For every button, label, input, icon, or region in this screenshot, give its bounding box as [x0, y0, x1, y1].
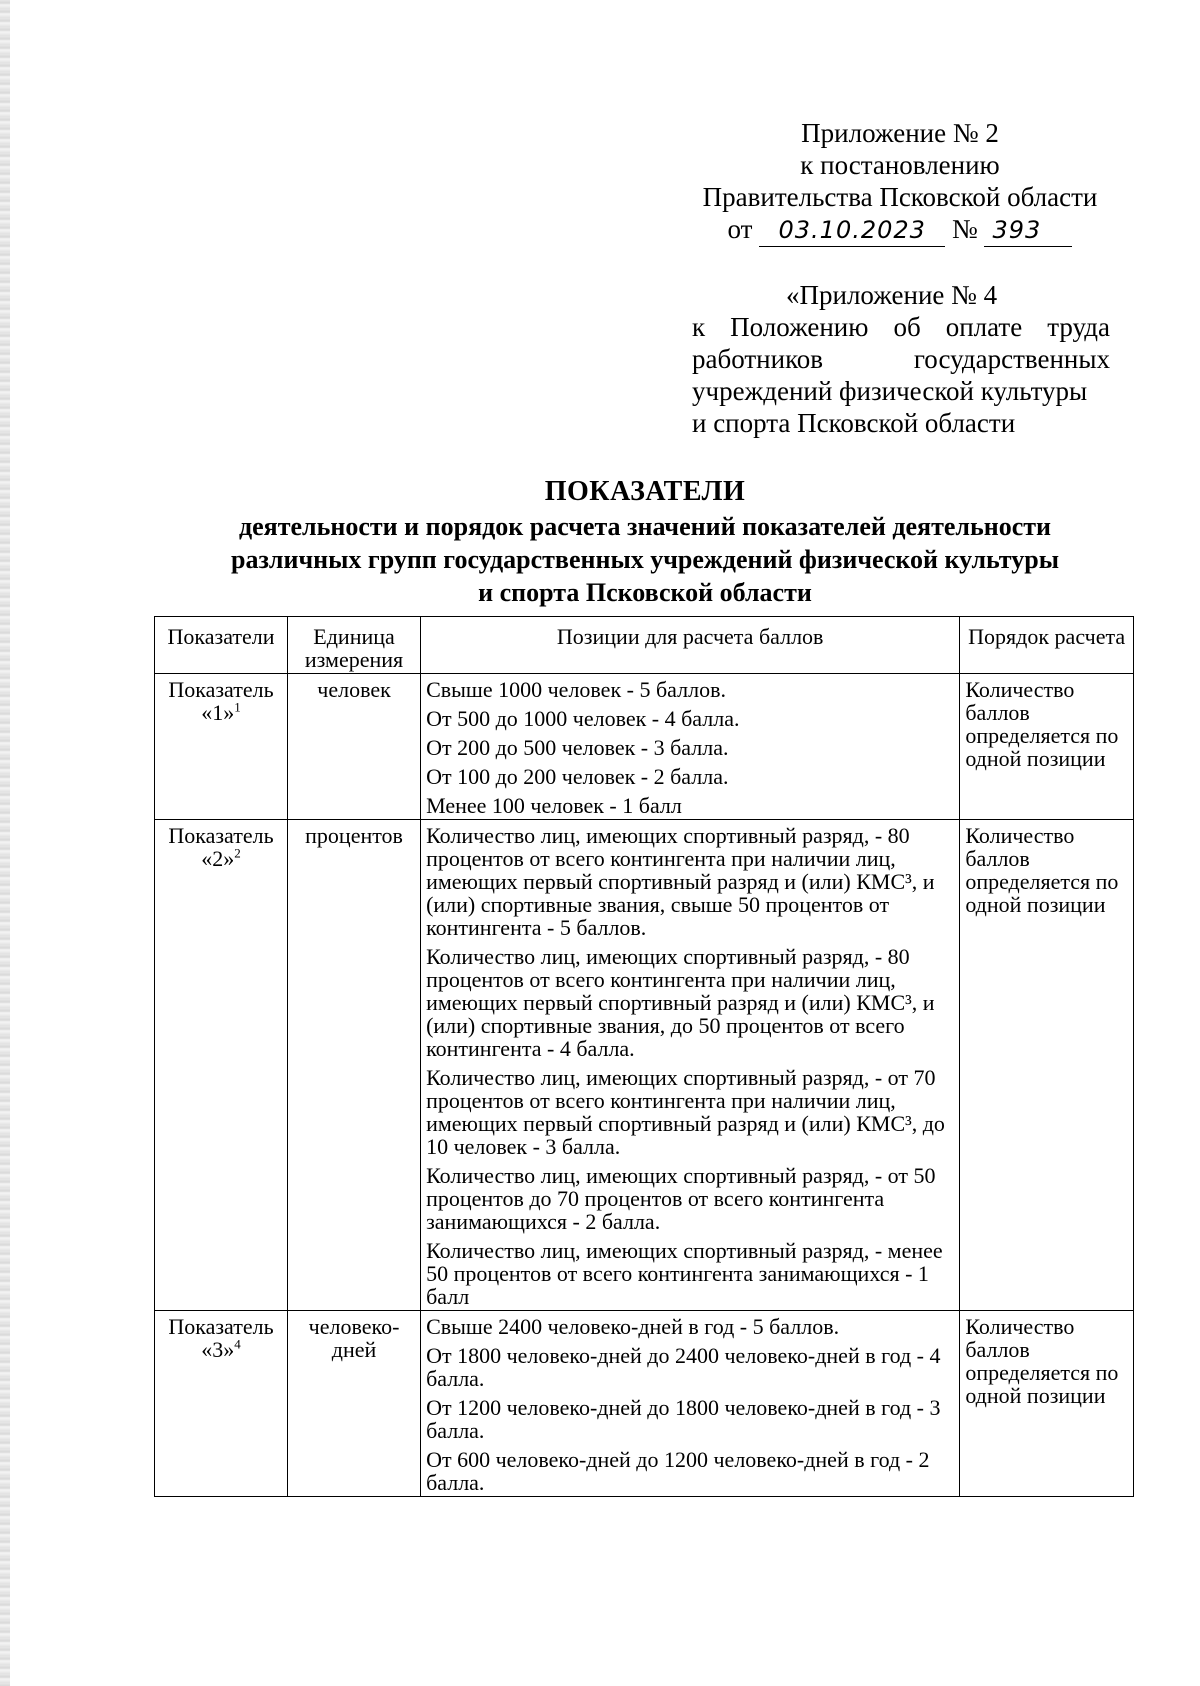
- table-row: [155, 1311, 1134, 1497]
- title-sub-1: деятельности и порядок расчета значений показателей деятельности: [238, 512, 1052, 541]
- position-item: Свыше 2400 человеко-дней в год - 5 баллов.: [426, 1314, 840, 1339]
- position-item: Количество лиц, имеющих спортивный разряд, - от 70 процентов от всего контингента при наличии лиц, имеющих первый спортивный разряд и (или) КМС³, до 10 человек - 3 балла.: [426, 1065, 945, 1159]
- position-item: От 1200 человеко-дней до 1800 человеко-дней в год - 3 балла.: [426, 1395, 941, 1443]
- handwritten-number: 393: [984, 214, 1072, 247]
- date-prefix: от: [727, 214, 753, 244]
- appendix-line-2: к Положению об оплате труда: [692, 312, 1110, 342]
- document-title: [150, 474, 1140, 609]
- column-header-positions: Позиции для расчета баллов: [421, 617, 960, 674]
- header-block: [660, 117, 1140, 247]
- column-header-unit: Единица измерения: [288, 617, 421, 674]
- indicator-cell: [155, 674, 288, 820]
- title-sub-3: и спорта Псковской области: [478, 578, 812, 607]
- footnote-mark: 2: [234, 845, 241, 861]
- column-header-indicators: Показатели: [155, 617, 288, 674]
- order-cell: Количество баллов определяется по одной позиции: [960, 1311, 1134, 1497]
- column-header-order: Порядок расчета: [960, 617, 1134, 674]
- scan-edge: [0, 0, 10, 1686]
- positions-cell: [421, 820, 960, 1311]
- appendix-line-3: работников государственных: [692, 344, 1110, 374]
- position-item: Количество лиц, имеющих спортивный разряд, - менее 50 процентов от всего контингента занимающихся - 1 балл: [426, 1238, 943, 1309]
- positions-cell: [421, 674, 960, 820]
- position-item: От 600 человеко-дней до 1200 человеко-дней в год - 2 балла.: [426, 1447, 930, 1495]
- table-row: [155, 820, 1134, 1311]
- header-date-line: [728, 213, 1073, 247]
- footnote-mark: 4: [234, 1336, 241, 1352]
- header-line-2: к постановлению: [800, 150, 1000, 180]
- unit-cell: процентов: [288, 820, 421, 1311]
- position-item: Количество лиц, имеющих спортивный разряд, - от 50 процентов до 70 процентов от всего контингента занимающихся - 2 балла.: [426, 1163, 936, 1234]
- number-sign: №: [951, 214, 978, 244]
- position-item: Количество лиц, имеющих спортивный разряд, - 80 процентов от всего контингента при наличии лиц, имеющих первый спортивный разряд и (или) КМС³, и (или) спортивные звания, свыше 50 процентов от контингента - 5 баллов.: [426, 823, 935, 940]
- table-row: [155, 674, 1134, 820]
- appendix-line-4: учреждений физической культуры: [692, 376, 1088, 406]
- title-sub-2: различных групп государственных учреждений физической культуры: [230, 545, 1059, 574]
- title-main: ПОКАЗАТЕЛИ: [544, 476, 746, 507]
- position-item: Свыше 1000 человек - 5 баллов.: [426, 677, 726, 702]
- indicators-table: [154, 616, 1134, 1497]
- indicator-name: Показатель «2»: [168, 823, 274, 871]
- header-line-3: Правительства Псковской области: [702, 182, 1098, 212]
- position-item: Менее 100 человек - 1 балл: [426, 793, 682, 818]
- indicator-cell: [155, 1311, 288, 1497]
- table-header-row: [155, 617, 1134, 674]
- indicator-name: Показатель «3»: [168, 1314, 274, 1362]
- position-item: От 1800 человеко-дней до 2400 человеко-дней в год - 4 балла.: [426, 1343, 941, 1391]
- indicator-cell: [155, 820, 288, 1311]
- handwritten-date: 03.10.2023: [759, 214, 945, 247]
- position-item: От 500 до 1000 человек - 4 балла.: [426, 706, 740, 731]
- position-item: От 200 до 500 человек - 3 балла.: [426, 735, 729, 760]
- indicator-name: Показатель «1»: [168, 677, 274, 725]
- positions-cell: [421, 1311, 960, 1497]
- position-item: Количество лиц, имеющих спортивный разряд, - 80 процентов от всего контингента при наличии лиц, имеющих первый спортивный разряд и (или) КМС³, и (или) спортивные звания, до 50 процентов от всего контингента - 4 балла.: [426, 944, 935, 1061]
- order-cell: Количество баллов определяется по одной позиции: [960, 674, 1134, 820]
- position-item: От 100 до 200 человек - 2 балла.: [426, 764, 729, 789]
- appendix-block: [692, 279, 1110, 439]
- footnote-mark: 1: [234, 699, 241, 715]
- header-line-1: Приложение № 2: [801, 118, 999, 148]
- appendix-line-5: и спорта Псковской области: [692, 408, 1016, 438]
- unit-cell: человеко-дней: [288, 1311, 421, 1497]
- order-cell: Количество баллов определяется по одной позиции: [960, 820, 1134, 1311]
- appendix-line-1: «Приложение № 4: [786, 280, 998, 310]
- unit-cell: человек: [288, 674, 421, 820]
